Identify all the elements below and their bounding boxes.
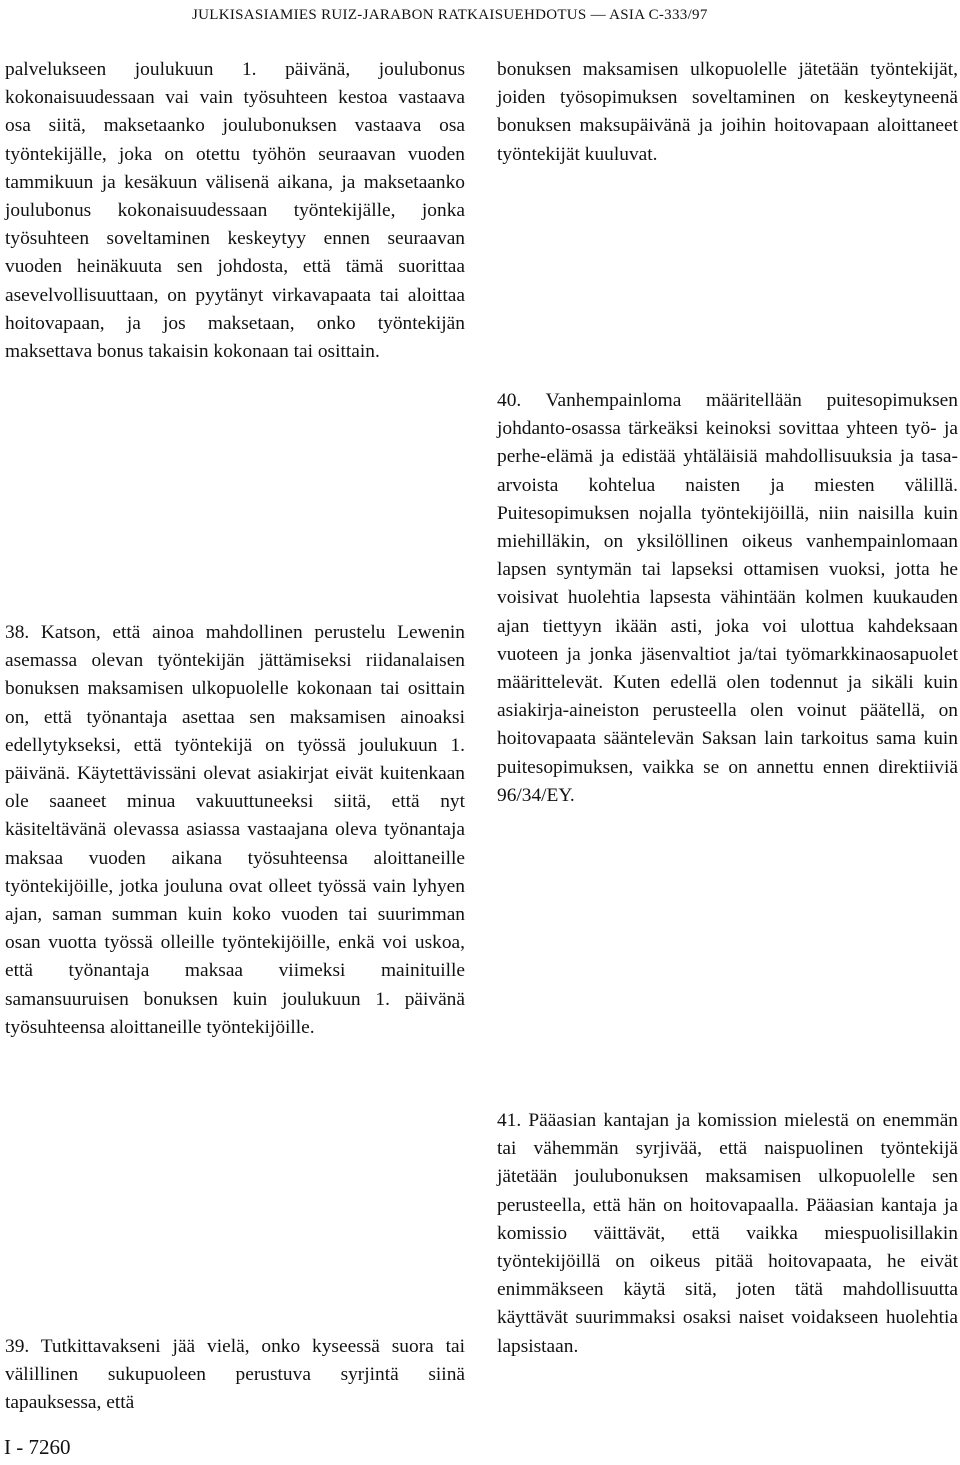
paragraph-39: 39. Tutkittavakseni jää vielä, onko kyseessä suora tai välillinen sukupuoleen perustuva syrjintä siinä tapauksessa, että <box>5 1336 465 1414</box>
left-column-paragraph-38 <box>5 619 465 1042</box>
paragraph-40: 40. Vanhempainloma määritellään puitesopimuksen johdanto-osassa tärkeäksi keinoksi sovittaa yhteen työ- ja perhe-elämä ja edistää yhtäläisiä mahdollisuuksia ja tasa-arvoista kohtelua naisten ja miesten välillä. Puitesopimuksen nojalla työntekijöillä, niin naisilla kuin miehilläkin, on yksilöllinen oikeus vanhempainlomaan lapsen syntymän tai lapseksi ottamisen vuoksi, jotta he voisivat huolehtia lapsesta vähintään kolmen kuukauden ajan tiettyyn ikään asti, joka voi ulottua kahdeksaan vuoteen ja jonka jäsenvaltiot ja/tai työmarkkinaosapuolet määrittelevät. Kuten edellä olen todennut ja sikäli kuin asiakirja-aineiston perusteella olen voinut päätellä, on hoitovapaata sääntelevän Saksan lain tarkoitus sama kuin puitesopimuksen, vaikka se on annettu ennen direktiiviä 96/34/EY. <box>497 390 958 806</box>
paragraph-39-continuation: bonuksen maksamisen ulkopuolelle jätetään työntekijät, joiden työsopimuksen soveltaminen on keskeytyneenä bonuksen maksupäivänä ja joihin hoitovapaan aloittaneet työntekijät kuuluvat. <box>497 59 958 165</box>
paragraph-37-continuation: palvelukseen joulukuun 1. päivänä, joulubonus kokonaisuudessaan vai vain työsuhteen kestoa vastaava osa siitä, maksetaanko joulubonuksen vastaava osa työntekijälle, joka on otettu työhön seuraavan vuoden tammikuun ja kesäkuun välisenä aikana, ja maksetaanko joulubonus kokonaisuudessaan työntekijälle, jonka työsuhteen soveltaminen keskeytyy ennen seuraavan vuoden heinäkuuta sen johdosta, että tämä suorittaa asevelvollisuuttaan, on pyytänyt virkavapaata tai aloittaa hoitovapaan, ja jos maksetaan, onko työntekijän maksettava bonus takaisin kokonaan tai osittain. <box>5 59 465 363</box>
paragraph-41: 41. Pääasian kantajan ja komission mielestä on enemmän tai vähemmän syrjivää, että naispuolinen työntekijä jätetään joulubonuksen maksamisen ulkopuolelle sen perusteella, että hän on hoitovapaalla. Pääasian kantaja ja komissio väittävät, että vaikka miespuolisillakin työntekijöillä on oikeus pitää hoitovapaata, he eivät enimmäkseen käytä sitä, joten tätä mahdollisuutta käyttävät suurimmaksi osaksi naiset voidakseen huolehtia lapsistaan. <box>497 1110 958 1357</box>
right-column-paragraph-41 <box>497 1107 958 1361</box>
right-column-continuation <box>497 56 958 169</box>
running-header: JULKISASIAMIES RUIZ-JARABON RATKAISUEHDOTUS — ASIA C-333/97 <box>192 7 708 23</box>
page-number: I - 7260 <box>4 1435 71 1459</box>
left-column-continuation <box>5 56 465 366</box>
right-column-paragraph-40 <box>497 387 958 810</box>
left-column-paragraph-39 <box>5 1333 465 1418</box>
paragraph-38: 38. Katson, että ainoa mahdollinen perustelu Lewenin asemassa olevan työntekijän jättämiseksi riidanalaisen bonuksen maksamisen ulkopuolelle kokonaan tai osittain on, että työnantaja asettaa sen maksamisen ainoaksi edellytykseksi, että työntekijä on työssä joulukuun 1. päivänä. Käytettävissäni olevat asiakirjat eivät kuitenkaan ole saaneet minua vakuuttuneeksi siitä, että nyt käsiteltävänä olevassa asiassa vastaajana oleva työnantaja maksaa vuoden aikana työsuhteensa aloittaneille työntekijöille, jotka jouluna ovat olleet työssä vain lyhyen ajan, saman summan kuin koko vuoden tai suurimman osan vuotta työssä olleille työntekijöille, enkä voi uskoa, että työnantaja maksaa viimeksi mainituille samansuuruisen bonuksen kuin joulukuun 1. päivänä työsuhteensa aloittaneille työntekijöille. <box>5 622 465 1038</box>
